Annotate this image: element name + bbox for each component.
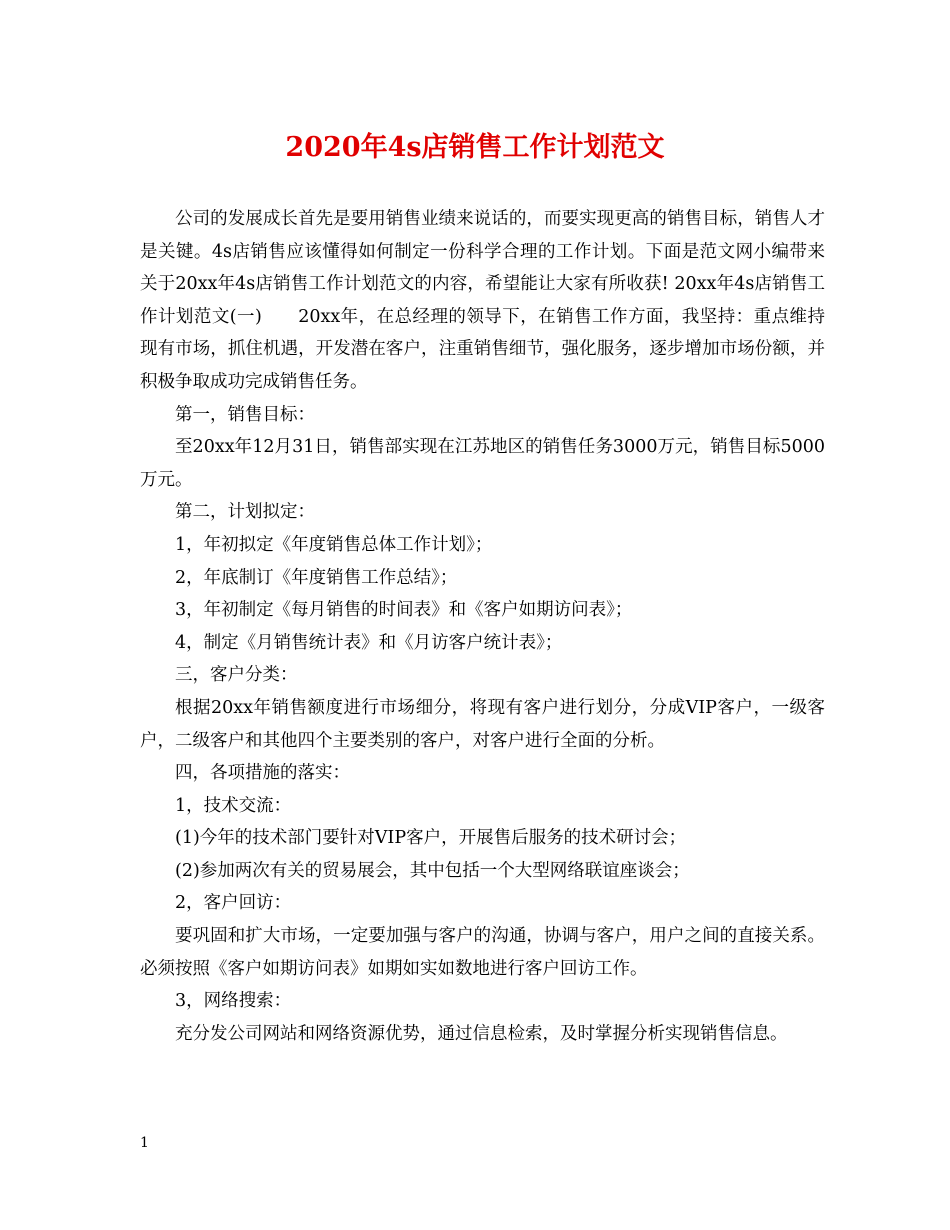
paragraph-customer-classification: 根据20xx年销售额度进行市场细分，将现有客户进行划分，分成VIP客户，一级客户，二级客户和其他四个主要类别的客户，对客户进行全面的分析。 [140, 697, 825, 751]
paragraph-plan-item-2: 2，年底制订《年度销售工作总结》； [175, 567, 458, 588]
paragraph-web-search: 充分发公司网站和网络资源优势，通过信息检索，及时掌握分析实现销售信息。 [175, 1023, 788, 1044]
paragraph-tech-exchange-2: (2)参加两次有关的贸易展会，其中包括一个大型网络联谊座谈会； [175, 860, 690, 881]
paragraph-heading-sales-target: 第一，销售目标： [175, 404, 315, 425]
page-number: 1 [140, 1135, 149, 1151]
document-title: 2020年4s店销售工作计划范文 [285, 132, 665, 163]
paragraph-plan-item-3: 3，年初制定《每月销售的时间表》和《客户如期访问表》； [175, 600, 633, 621]
paragraph-tech-exchange-1: (1)今年的技术部门要针对VIP客户，开展售后服务的技术研讨会； [175, 828, 687, 849]
paragraph-heading-web-search: 3，网络搜索： [175, 991, 292, 1012]
paragraph-heading-customer-classification: 三，客户分类： [175, 665, 298, 686]
paragraph-sales-target: 至20xx年12月31日，销售部实现在江苏地区的销售任务3000万元，销售目标5000万元。 [140, 437, 825, 490]
paragraph-plan-item-1: 1，年初拟定《年度销售总体工作计划》； [175, 534, 493, 555]
paragraph-customer-visit: 要巩固和扩大市场，一定要加强与客户的沟通，协调与客户，用户之间的直接关系。必须按照《客户如期访问表》如期如实如数地进行客户回访工作。 [140, 926, 825, 979]
paragraph-heading-plan: 第二，计划拟定： [175, 502, 315, 523]
paragraph-heading-tech-exchange: 1，技术交流： [175, 795, 292, 816]
paragraph-intro: 公司的发展成长首先是要用销售业绩来说话的，而要实现更高的销售目标，销售人才是关键。4s店销售应该懂得如何制定一份科学合理的工作计划。下面是范文网小编带来关于20xx年4s店销售工作计划范文的内容，希望能让大家有所收获! 20xx年4s店销售工作计划范文(一) 20xx年，在总经理的领导下，在销售工作方面，我坚持：重点维持现有市场，抓住机遇，开发潜在客户，注重销售细节，强化服务，逐步增加市场份额，并积极争取成功完成销售任务。 [140, 209, 825, 392]
document-body [140, 203, 825, 1050]
paragraph-plan-item-4: 4，制定《月销售统计表》和《月访客户统计表》； [175, 632, 563, 653]
paragraph-heading-measures: 四，各项措施的落实： [175, 763, 350, 784]
paragraph-heading-customer-visit: 2，客户回访： [175, 893, 292, 914]
